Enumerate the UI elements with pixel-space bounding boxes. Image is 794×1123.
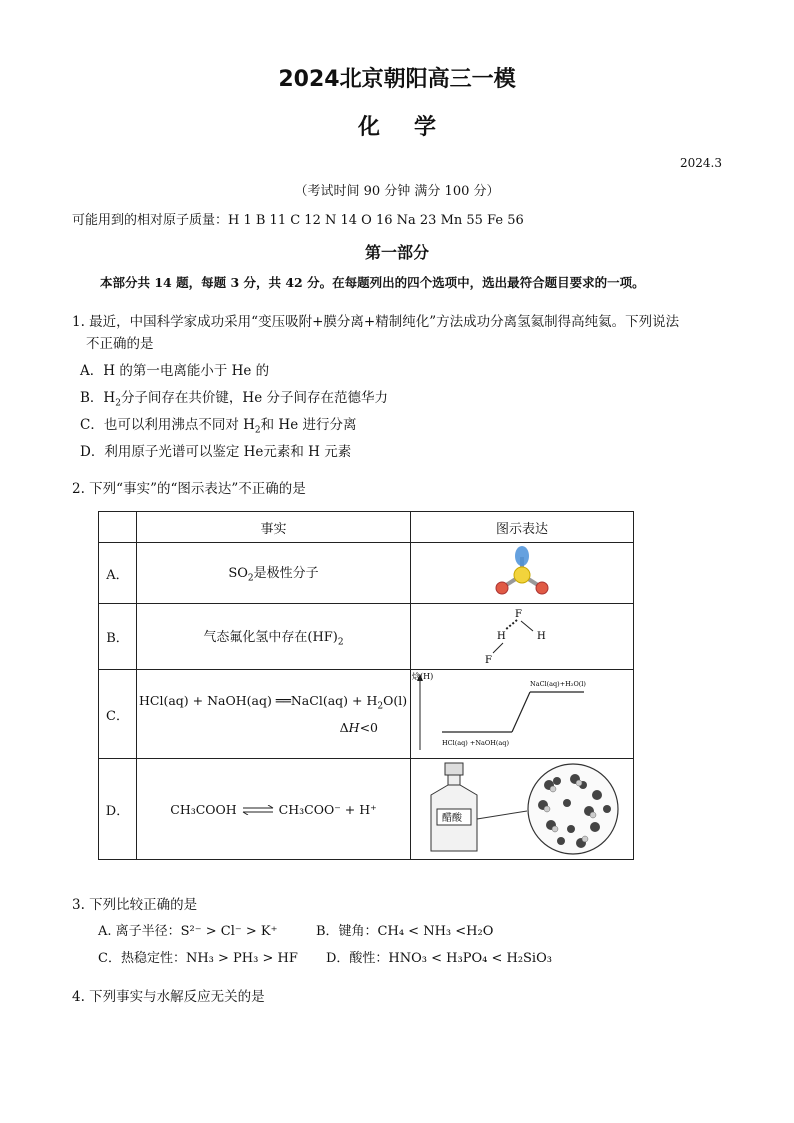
row-a-fact: $SO_2$是极性分子 [137, 543, 411, 604]
part-title: 第一部分 [364, 243, 429, 262]
question-1-stem-cont: 不正确的是 [86, 336, 154, 352]
q1-option-c: C．也可以利用沸点不同对 $H_2$和 He 进行分离 [80, 417, 357, 436]
q1-option-d: D．利用原子光谱可以鉴定 He元素和 H 元素 [80, 444, 352, 460]
row-label-c: C． [99, 670, 137, 759]
hf-dimer-diagram [477, 605, 567, 665]
table-row [99, 604, 634, 670]
page-title: 2024北京朝阳高三一模 [278, 67, 516, 92]
bottle-label: 醋酸 [442, 813, 462, 824]
enthalpy-axis-label: 焓(H) [412, 672, 434, 681]
row-c-diagram [411, 670, 634, 759]
subject-title: 化学 [357, 115, 470, 140]
q1-option-a: A．H 的第一电离能小于 He 的 [80, 363, 270, 379]
product-label: NaCl(aq)+H₂O(l) [530, 680, 586, 688]
reactant-label: HCl(aq) +NaOH(aq) [442, 739, 510, 747]
acetic-acid-bottle-diagram [417, 759, 627, 855]
q3-option-c: C．热稳定性：NH₃ > PH₃ > HF [98, 951, 298, 966]
atom-f-top: F [515, 608, 522, 620]
table-row [99, 759, 634, 860]
row-label-d: D． [99, 759, 137, 860]
question-3-stem: 3. 下列比较正确的是 [72, 897, 198, 913]
part-description: 本部分共 14 题，每题 3 分，共 42 分。在每题列出的四个选项中，选出最符合题目要求的一项。 [100, 275, 645, 290]
table-header-empty [99, 512, 137, 543]
row-d-diagram [411, 759, 634, 860]
equilibrium-arrow-icon [241, 805, 275, 815]
question-4-stem: 4. 下列事实与水解反应无关的是 [72, 989, 265, 1005]
enthalpy-diagram [412, 670, 632, 754]
row-c-equation: HCl(aq) + NaOH(aq) ══NaCl(aq) + $H_2O(l)$ [139, 693, 408, 712]
atomic-masses: 可能用到的相对原子质量：H 1 B 11 C 12 N 14 O 16 Na 23 Mn 55 Fe 56 [72, 213, 524, 228]
row-d-fact: CH₃COOH CH₃COO⁻ + H⁺ [137, 759, 411, 860]
row-c-fact [137, 670, 411, 759]
row-b-fact: 气态氟化氢中存在$(HF)_2$ [137, 604, 411, 670]
row-label-b: B． [99, 604, 137, 670]
so2-molecule-model [487, 543, 557, 599]
table-row [99, 670, 634, 759]
question-2-table [98, 511, 634, 860]
atom-f-bottom: F [485, 654, 492, 665]
q1-option-b: B．$H_2$分子间存在共价键，He 分子间存在范德华力 [80, 390, 388, 409]
exam-info: （考试时间 90 分钟 满分 100 分） [294, 184, 500, 199]
q3-option-b: B．键角：CH₄ < NH₃ <H₂O [316, 924, 494, 939]
atom-h-right: H [537, 630, 546, 642]
table-row [99, 543, 634, 604]
table-header-diagram: 图示表达 [411, 512, 634, 543]
q3-option-a: A. 离子半径：S²⁻ > Cl⁻ > K⁺ [98, 924, 278, 939]
atom-h-left: H [497, 630, 506, 642]
question-1-stem: 1. 最近，中国科学家成功采用“变压吸附+膜分离+精制纯化”方法成功分离氢氦制得高纯氦。下列说法 [72, 314, 680, 330]
row-b-diagram [411, 604, 634, 670]
row-label-a: A． [99, 543, 137, 604]
table-header-row [99, 512, 634, 543]
question-2-stem: 2. 下列“事实”的“图示表达”不正确的是 [72, 481, 306, 497]
table-header-fact: 事实 [137, 512, 411, 543]
row-c-enthalpy: ΔH<0 [339, 719, 378, 735]
row-a-diagram [411, 543, 634, 604]
q3-option-d: D．酸性：HNO₃ < H₃PO₄ < H₂SiO₃ [326, 951, 552, 966]
exam-date: 2024.3 [680, 156, 722, 170]
